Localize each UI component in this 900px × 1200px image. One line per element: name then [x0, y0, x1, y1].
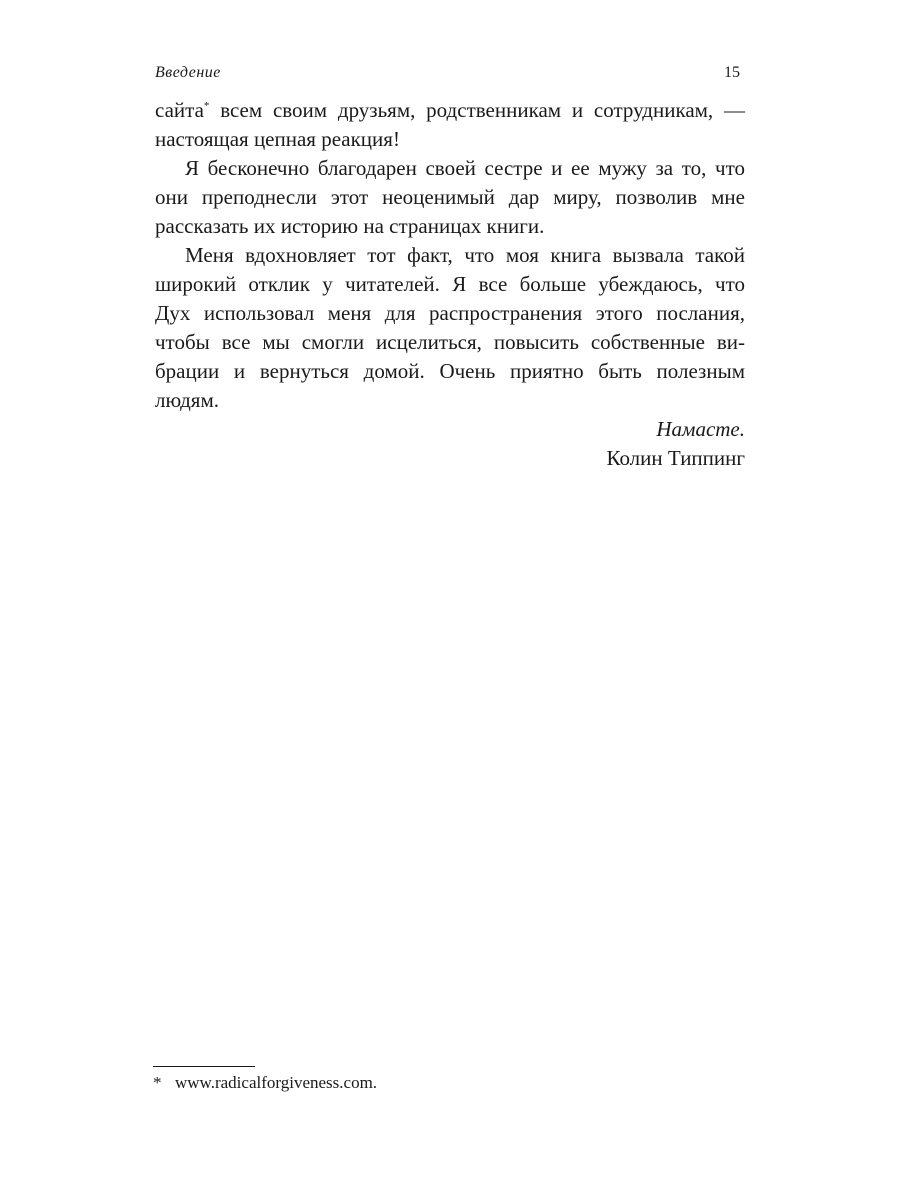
- running-head: Введение: [155, 64, 221, 81]
- signoff-greeting: Намасте.: [656, 417, 745, 441]
- footnote-divider: [153, 1066, 255, 1067]
- text-line: брации и вернуться домой. Очень приятно быть полезным: [155, 359, 745, 383]
- text-line: рассказать их историю на страницах книги.: [155, 214, 545, 238]
- text-line: [155, 96, 745, 125]
- text-line: они преподнесли этот неоценимый дар миру, позволив мне: [155, 185, 745, 209]
- footnote-mark: *: [153, 1073, 162, 1092]
- text-line: Меня вдохновляет тот факт, что моя книга вызвала такой: [185, 243, 745, 267]
- footnote: [153, 1073, 377, 1093]
- text-line: чтобы все мы смогли исцелиться, повысить собственные ви-: [155, 330, 745, 354]
- footnote-text: www.radicalforgiveness.com.: [175, 1073, 378, 1092]
- signoff-author: Колин Типпинг: [606, 446, 745, 470]
- page-number: 15: [724, 64, 740, 81]
- main-text: [155, 96, 745, 473]
- text-fragment: сайта: [155, 98, 204, 122]
- text-fragment: всем своим друзьям, родственникам и сотрудникам, —: [209, 98, 745, 122]
- text-line: людям.: [155, 388, 219, 412]
- text-line: широкий отклик у читателей. Я все больше убеждаюсь, что: [155, 272, 745, 296]
- text-line: Дух использовал меня для распространения этого послания,: [155, 301, 745, 325]
- text-line: Я бесконечно благодарен своей сестре и ее мужу за то, что: [185, 156, 745, 180]
- footnote-reference: *: [203, 100, 210, 112]
- text-line: настоящая цепная реакция!: [155, 127, 400, 151]
